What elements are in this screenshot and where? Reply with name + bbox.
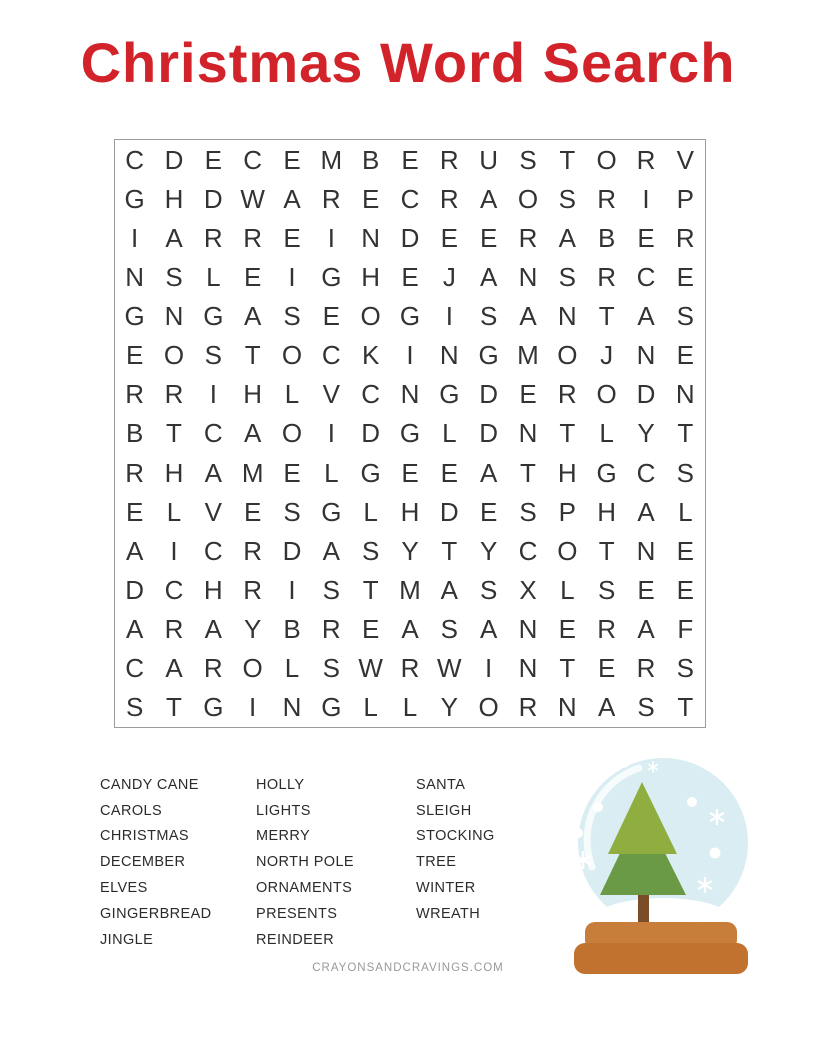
grid-cell: N [636, 340, 656, 371]
grid-cell: E [283, 222, 301, 253]
grid-cell: C [361, 379, 381, 410]
grid-cell: P [558, 496, 576, 527]
grid-cell: A [125, 535, 144, 566]
grid-cell: I [642, 183, 650, 214]
grid-cell: A [204, 457, 222, 488]
grid-cell: N [557, 301, 577, 332]
grid-cell: V [204, 496, 222, 527]
grid-cell: I [327, 222, 335, 253]
grid-cell: J [442, 261, 456, 292]
grid-cell: O [557, 535, 578, 566]
grid-cell: E [479, 222, 498, 253]
grid-cell: R [636, 144, 656, 175]
word-list-item: CAROLS [100, 802, 163, 819]
grid-cell: E [401, 457, 419, 488]
grid-cell: C [518, 535, 538, 566]
word-list-item: MERRY [256, 828, 311, 845]
grid-cell: S [637, 692, 655, 723]
grid-cell: R [597, 183, 617, 214]
grid-cell: C [125, 653, 145, 684]
grid-cell: A [165, 653, 183, 684]
grid-cell: R [125, 457, 145, 488]
grid-cell: I [249, 692, 257, 723]
grid-cell: M [517, 340, 539, 371]
grid-cell: T [559, 144, 576, 175]
grid-cell: N [282, 692, 302, 723]
grid-cell: V [322, 379, 340, 410]
word-list-item: DECEMBER [100, 854, 186, 871]
grid-cell: A [637, 301, 655, 332]
grid-cell: D [479, 418, 499, 449]
grid-cell: A [519, 301, 537, 332]
grid-cell: O [281, 418, 303, 449]
word-list-item: CHRISTMAS [100, 828, 189, 845]
grid-cell: S [676, 301, 694, 332]
grid-cell: L [560, 575, 575, 606]
grid-cell: C [164, 575, 184, 606]
grid-cell: M [399, 575, 421, 606]
word-list-item: ORNAMENTS [256, 880, 353, 897]
grid-cell: A [401, 614, 419, 645]
word-list-column-2 [256, 772, 354, 953]
grid-cell: R [321, 614, 341, 645]
word-list-item: HOLLY [256, 776, 305, 793]
grid-cell: A [322, 535, 340, 566]
grid-cell: T [362, 575, 379, 606]
word-list-item: REINDEER [256, 931, 335, 948]
grid-cell: E [401, 261, 419, 292]
grid-cell: E [676, 535, 694, 566]
grid-cell: Y [637, 418, 655, 449]
grid-cell: C [125, 144, 145, 175]
grid-cell: G [321, 496, 342, 527]
grid-cell: R [636, 653, 656, 684]
grid-cell: L [284, 379, 300, 410]
word-list-column-3 [416, 772, 495, 927]
grid-cell: A [597, 692, 616, 723]
grid-cell: I [288, 261, 296, 292]
grid-cell: E [204, 144, 222, 175]
grid-cell: O [517, 183, 539, 214]
grid-cell: C [636, 261, 656, 292]
grid-cell: T [677, 692, 694, 723]
grid-cell: T [166, 692, 182, 723]
grid-cell: H [400, 496, 420, 527]
grid-cell: Y [440, 692, 458, 723]
grid-cell: S [519, 144, 537, 175]
grid-cell: S [479, 301, 498, 332]
grid-cell: T [520, 457, 536, 488]
grid-cell: W [358, 653, 383, 684]
grid-cell: L [599, 418, 614, 449]
grid-cell: H [164, 457, 184, 488]
grid-cell: R [597, 261, 617, 292]
grid-cell: W [240, 183, 265, 214]
grid-cell: R [243, 535, 263, 566]
grid-cell: E [361, 183, 380, 214]
grid-cell: F [677, 614, 694, 645]
grid-cell: B [597, 222, 616, 253]
grid-cell: T [244, 340, 261, 371]
grid-cell: S [125, 692, 144, 723]
grid-cell: O [360, 301, 381, 332]
grid-cell: N [361, 222, 381, 253]
grid-cell: O [596, 144, 617, 175]
grid-cell: I [209, 379, 217, 410]
grid-cell: E [440, 457, 458, 488]
grid-cell: S [479, 575, 498, 606]
grid-cell: R [164, 614, 184, 645]
grid-cell: T [598, 535, 615, 566]
grid-cell: M [320, 144, 343, 175]
grid-cell: H [203, 575, 223, 606]
grid-cell: L [206, 261, 221, 292]
grid-cell: N [518, 653, 538, 684]
grid-cell: G [321, 692, 342, 723]
grid-cell: R [439, 144, 459, 175]
grid-cell: P [676, 183, 694, 214]
grid-cell: H [597, 496, 617, 527]
grid-cell: A [479, 183, 498, 214]
grid-cell: I [406, 340, 414, 371]
grid-cell: I [288, 575, 296, 606]
grid-cell: E [440, 222, 458, 253]
grid-cell: S [204, 340, 222, 371]
grid-cell: D [439, 496, 459, 527]
grid-cell: D [400, 222, 420, 253]
grid-cell: O [242, 653, 263, 684]
grid-cell: A [479, 614, 498, 645]
word-list-item: SLEIGH [416, 802, 472, 819]
grid-cell: E [322, 301, 340, 332]
grid-cell: E [283, 457, 301, 488]
grid-cell: E [361, 614, 380, 645]
grid-cell: S [361, 535, 380, 566]
grid-cell: G [360, 457, 381, 488]
grid-cell: H [243, 379, 263, 410]
grid-cell: I [131, 222, 139, 253]
grid-cell: A [165, 222, 183, 253]
grid-cell: X [519, 575, 537, 606]
grid-cell: S [322, 653, 340, 684]
grid-cell: G [321, 261, 342, 292]
grid-cell: B [361, 144, 380, 175]
grid-cell: A [125, 614, 144, 645]
grid-cell: T [166, 418, 182, 449]
grid-cell: D [125, 575, 145, 606]
grid-cell: R [557, 379, 577, 410]
grid-cell: A [479, 261, 498, 292]
grid-cell: I [445, 301, 453, 332]
snow-globe-illustration [545, 745, 775, 985]
grid-cell: R [243, 575, 263, 606]
grid-cell: V [676, 144, 694, 175]
grid-cell: Y [479, 535, 498, 566]
grid-cell: R [518, 692, 538, 723]
grid-cell: A [204, 614, 222, 645]
grid-cell: L [324, 457, 339, 488]
grid-cell: E [637, 575, 655, 606]
word-list-item: STOCKING [416, 828, 495, 845]
grid-cell: E [558, 614, 576, 645]
grid-cell: N [439, 340, 459, 371]
grid-cell: D [282, 535, 302, 566]
grid-cell: Y [401, 535, 419, 566]
snow-globe-icon [545, 745, 775, 985]
grid-cell: Y [243, 614, 262, 645]
grid-cell: T [559, 653, 576, 684]
grid-cell: M [241, 457, 264, 488]
grid-cell: S [597, 575, 616, 606]
grid-cell: N [400, 379, 420, 410]
grid-cell: E [519, 379, 537, 410]
grid-cell: L [402, 692, 418, 723]
grid-cell: T [441, 535, 458, 566]
grid-cell: L [363, 496, 378, 527]
word-list-item: GINGERBREAD [100, 905, 212, 922]
grid-cell: C [321, 340, 341, 371]
grid-cell: A [637, 614, 655, 645]
grid-cell: E [243, 261, 262, 292]
grid-cell: R [439, 183, 459, 214]
grid-cell: G [203, 301, 224, 332]
grid-cell: O [163, 340, 185, 371]
grid-cell: C [636, 457, 656, 488]
grid-cell: A [637, 496, 655, 527]
grid-cell: S [283, 496, 301, 527]
grid-cell: E [243, 496, 262, 527]
grid-cell: E [676, 575, 694, 606]
grid-cell: D [203, 183, 223, 214]
grid-cell: O [596, 379, 617, 410]
grid-cell: A [558, 222, 576, 253]
grid-cell: R [597, 614, 617, 645]
word-list-item: TREE [416, 854, 457, 871]
word-list-item: LIGHTS [256, 802, 311, 819]
word-search-grid [114, 139, 706, 728]
word-list-column-1 [100, 772, 212, 953]
grid-cell: T [559, 418, 576, 449]
grid-cell: R [518, 222, 538, 253]
grid-cell: I [485, 653, 493, 684]
grid-cell: C [203, 535, 223, 566]
grid-cell: T [677, 418, 694, 449]
page-title: Christmas Word Search [80, 31, 736, 94]
grid-cell: N [675, 379, 695, 410]
grid-cell: J [600, 340, 614, 371]
grid-cell: L [166, 496, 182, 527]
grid-cell: W [437, 653, 462, 684]
grid-cell: E [125, 496, 144, 527]
grid-cell: G [399, 418, 421, 449]
grid-cell: E [676, 261, 694, 292]
grid-cell: S [558, 261, 576, 292]
grid-cell: D [361, 418, 381, 449]
word-list-item: PRESENTS [256, 905, 338, 922]
word-list-item: JINGLE [100, 931, 154, 948]
grid-cell: I [327, 418, 335, 449]
grid-cell: R [400, 653, 420, 684]
grid-cell: S [322, 575, 340, 606]
grid-cell: H [361, 261, 381, 292]
grid-cell: N [518, 261, 538, 292]
grid-cell: S [558, 183, 576, 214]
grid-cell: S [519, 496, 537, 527]
grid-cell: E [125, 340, 144, 371]
grid-cell: R [125, 379, 145, 410]
grid-cell: R [243, 222, 263, 253]
grid-cell: O [478, 692, 499, 723]
grid-cell: T [598, 301, 615, 332]
grid-cell: L [363, 692, 378, 723]
grid-cell: C [243, 144, 263, 175]
grid-cell: B [283, 614, 301, 645]
grid-cell: A [440, 575, 458, 606]
grid-cell: E [283, 144, 301, 175]
grid-cell: G [124, 301, 145, 332]
grid-cell: L [678, 496, 693, 527]
grid-cell: S [440, 614, 458, 645]
grid-cell: H [164, 183, 184, 214]
grid-cell: R [203, 653, 223, 684]
grid-cell: S [676, 653, 694, 684]
word-list-item: CANDY CANE [100, 776, 199, 793]
grid-cell: N [518, 418, 538, 449]
grid-cell: D [479, 379, 499, 410]
word-list-item: WREATH [416, 905, 481, 922]
grid-cell: N [518, 614, 538, 645]
grid-cell: A [243, 301, 262, 332]
grid-cell: A [479, 457, 498, 488]
grid-cell: G [439, 379, 460, 410]
grid-cell: S [165, 261, 183, 292]
grid-cell: G [478, 340, 499, 371]
grid-cell: E [597, 653, 616, 684]
footer-credit: CRAYONSANDCRAVINGS.COM [312, 962, 504, 974]
grid-cell: R [321, 183, 341, 214]
grid-cell: D [636, 379, 656, 410]
word-list-item: WINTER [416, 880, 476, 897]
grid-cell: C [203, 418, 223, 449]
grid-cell: E [676, 340, 694, 371]
grid-cell: N [164, 301, 184, 332]
grid-cell: G [399, 301, 421, 332]
grid-cell: R [203, 222, 223, 253]
grid-cell: O [557, 340, 578, 371]
grid-cell: E [401, 144, 419, 175]
grid-cell: G [124, 183, 145, 214]
grid-cell: L [284, 653, 300, 684]
grid-cell: S [676, 457, 694, 488]
grid-cell: N [557, 692, 577, 723]
grid-cell: E [637, 222, 655, 253]
grid-cell: G [203, 692, 224, 723]
grid-cell: U [479, 144, 499, 175]
grid-cell: O [281, 340, 303, 371]
grid-cell: A [243, 418, 262, 449]
grid-cell: N [125, 261, 145, 292]
grid-cell: R [164, 379, 184, 410]
word-list-item: ELVES [100, 880, 148, 897]
grid-cell: B [125, 418, 144, 449]
grid-cell: H [557, 457, 577, 488]
grid-cell: D [164, 144, 184, 175]
grid-cell: C [400, 183, 420, 214]
grid-cell: A [283, 183, 301, 214]
grid-cell: K [361, 340, 380, 371]
grid-cell: E [479, 496, 498, 527]
grid-cell: L [442, 418, 457, 449]
grid-cell: N [636, 535, 656, 566]
word-list-item: NORTH POLE [256, 854, 355, 871]
grid-cell: I [170, 535, 178, 566]
grid-cell: R [675, 222, 695, 253]
grid-cell: S [283, 301, 301, 332]
grid-cell: G [596, 457, 617, 488]
word-list-item: SANTA [416, 776, 466, 793]
